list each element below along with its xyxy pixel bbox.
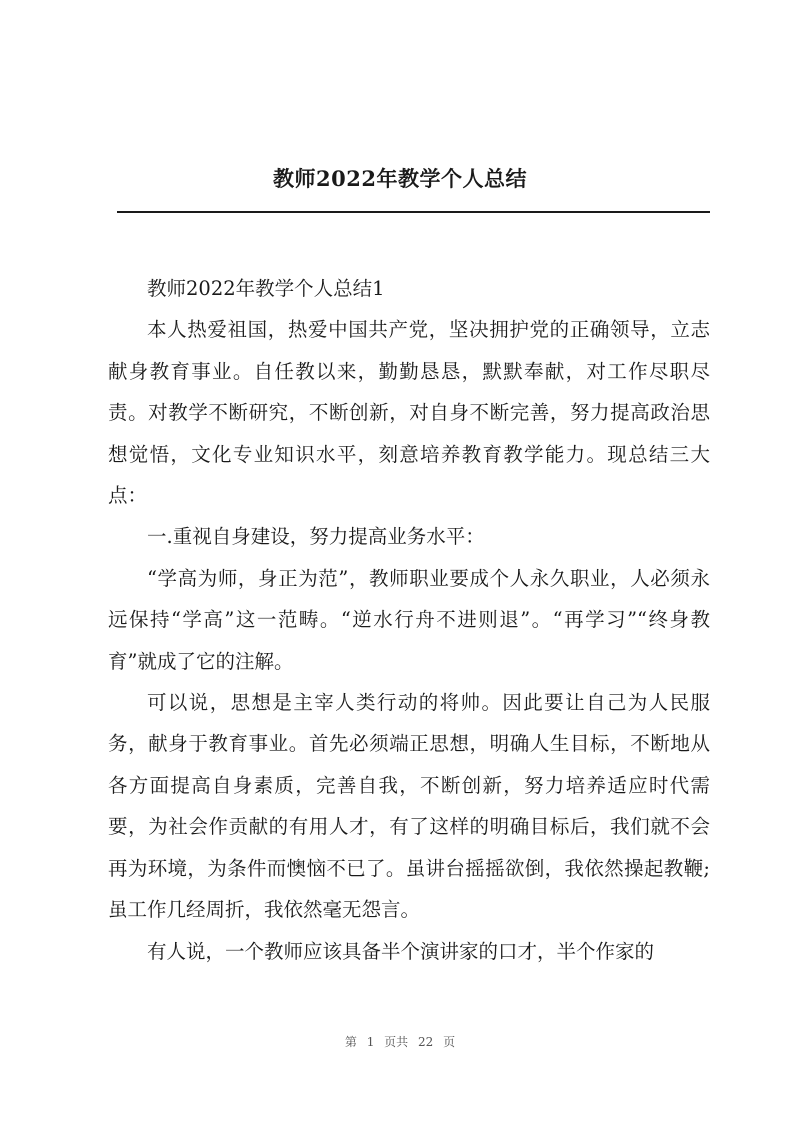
paragraph: 可以说，思想是主宰人类行动的将帅。因此要让自己为人民服务，献身于教育事业。首先必须端正思想，明确人生目标，不断地从各方面提高自身素质，完善自我，不断创新，努力培养适应时代需要，为社会作贡献的有用人才，有了这样的明确目标后，我们就不会再为环境，为条件而懊恼不已了。虽讲台摇摇欲倒，我依然操起教鞭;虽工作几经周折，我依然毫无怨言。 (108, 691, 710, 922)
title-divider (117, 211, 710, 213)
paragraph: 有人说，一个教师应该具备半个演讲家的口才，半个作家的 (147, 939, 655, 963)
page-number-footer: 第 1 页共 22 页 (344, 1035, 456, 1049)
document-body (108, 268, 710, 972)
section-heading: 教师2022年教学个人总结1 (147, 277, 385, 300)
subsection-heading: 一.重视自身建设，努力提高业务水平： (147, 525, 485, 549)
document-title: 教师2022年教学个人总结 (273, 166, 527, 191)
paragraph: 本人热爱祖国，热爱中国共产党，坚决拥护党的正确领导，立志献身教育事业。自任教以来，勤勤恳恳，默默奉献，对工作尽职尽责。对教学不断研究，不断创新，对自身不断完善，努力提高政治思想觉悟，文化专业知识水平，刻意培养教育教学能力。现总结三大点： (108, 318, 710, 508)
paragraph: “学高为师，身正为范”，教师职业要成个人永久职业，人必须永远保持“学高”这一范畴。“逆水行舟不进则退”。“再学习”“终身教育”就成了它的注解。 (108, 566, 710, 673)
